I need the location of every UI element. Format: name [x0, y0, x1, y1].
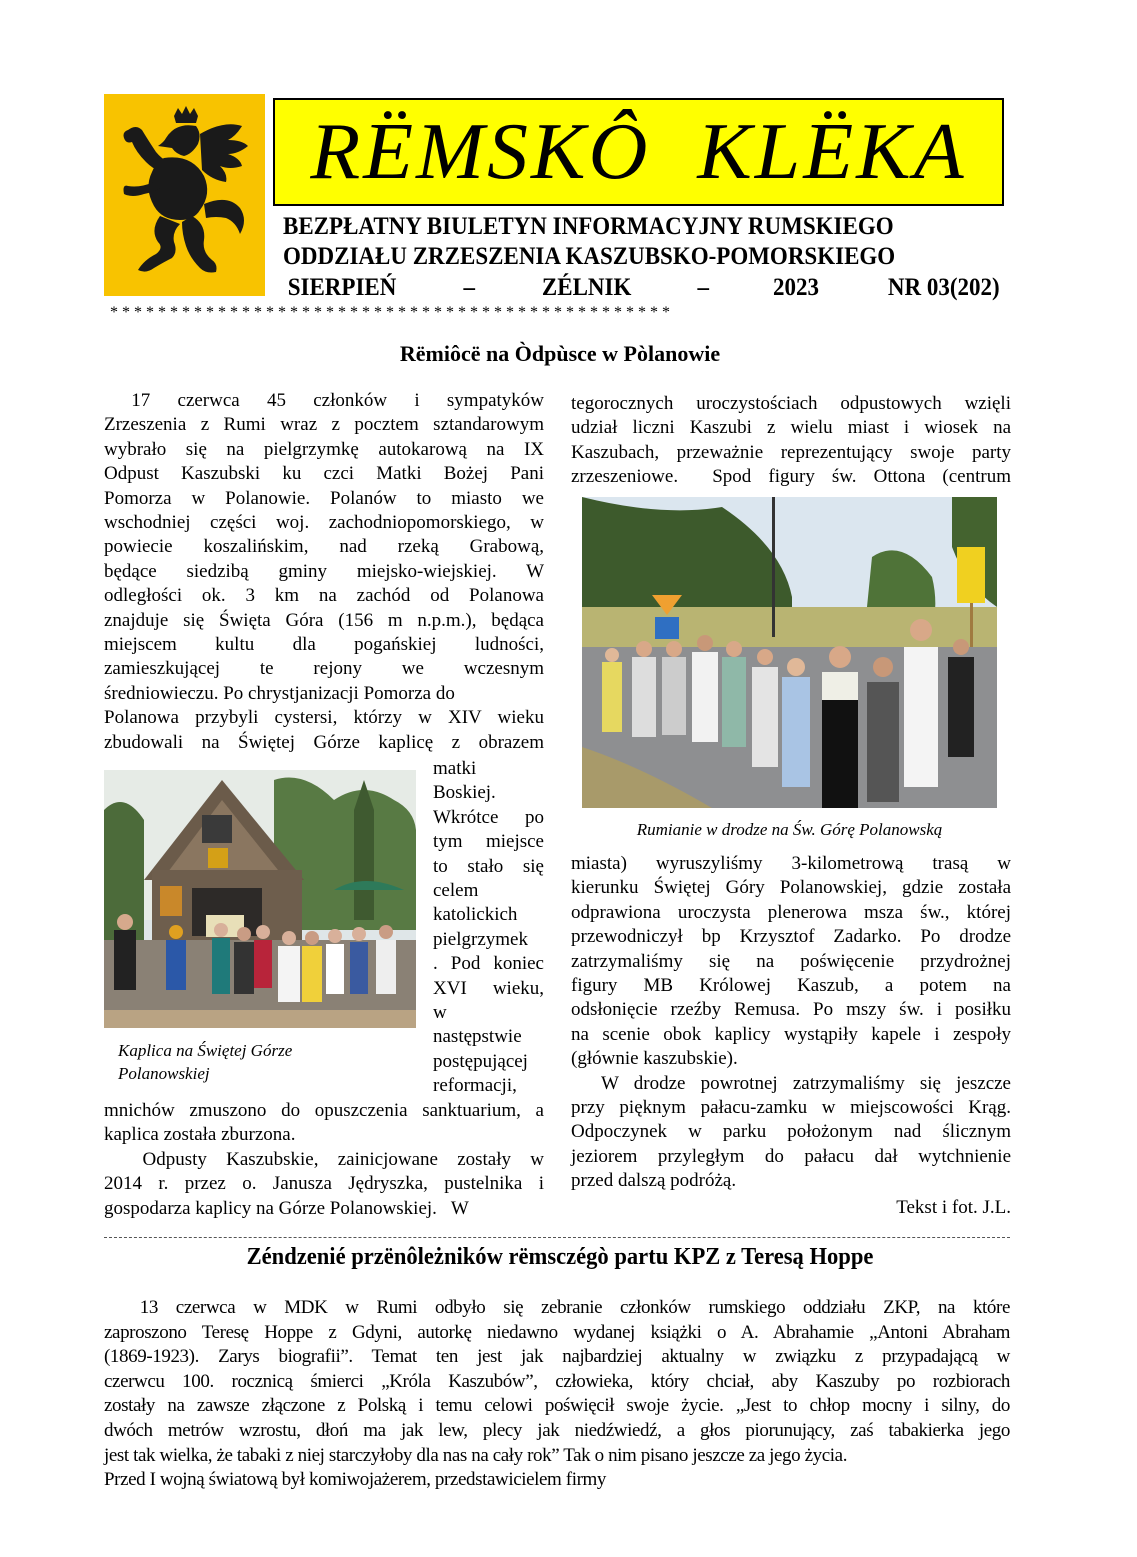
text-line: zostały na zawsze złączone z Polską i temu celowi poświęcił swoje życie. „Jest to chłop mocny i silny, do — [104, 1395, 1010, 1417]
text-line: powiecie koszalińskim, nad rzeką Grabową, — [104, 536, 544, 558]
text-line: kaplica została zburzona. — [104, 1124, 296, 1146]
text-line: (1869-1923). Zarys biografii”. Temat ten jest jak najbardziej aktualny w związku z przypadającą w — [104, 1346, 1010, 1368]
text-line: będące siedzibą gminy miejsko-wiejskiej. W — [104, 560, 544, 582]
photo-chapel — [104, 770, 416, 1028]
text-line: miejscem kultu dla pogańskiej ludności, — [104, 634, 544, 655]
text-line: matki — [433, 758, 477, 779]
text-line: znajduje się Święta Góra (156 m n.p.m.), będąca — [104, 609, 544, 631]
griffin-emblem-svg — [104, 94, 265, 296]
text-line: Kaszubach, przeważnie reprezentujący swoje party — [571, 441, 1011, 463]
text-line: to stało się — [433, 855, 544, 877]
text-line: Odpoczynek w parku położonym nad ślicznym — [571, 1121, 1011, 1143]
text-line: jeziorem przyległym do pałacu dał wytchnienie — [571, 1145, 1011, 1167]
text-line: tegorocznych uroczystościach odpustowych wzięli — [571, 393, 1011, 414]
text-line: figury MB Królowej Kaszub, a potem na — [571, 975, 1011, 996]
issue-number: NR 03(202) — [888, 274, 1001, 301]
text-line: odległości ok. 3 km na zachód od Polanowa — [104, 585, 544, 607]
issue-info — [283, 273, 1005, 303]
text-line: przed dalszą podróżą. — [571, 1170, 737, 1192]
text-line: odprawiona uroczysta plenerowa msza św., której — [571, 901, 1011, 923]
text-line: zaproszono Teresę Hoppe z Gdyni, autorkę niedawno wydanej książki o A. Abrahamie „Antoni Abraham — [104, 1321, 1010, 1343]
text-line: tym miejsce — [433, 831, 544, 853]
text-line: w — [433, 1002, 447, 1023]
text-line: Polanowa przybyli cystersi, którzy w XIV wieku — [104, 707, 544, 729]
text-line: postępującej — [433, 1050, 528, 1072]
text-line: udział liczni Kaszubi z wielu miast i wiosek na — [571, 417, 1011, 439]
text-line: Odpusty Kaszubskie, zainicjowane zostały w — [104, 1148, 544, 1170]
text-line: jest tak wielka, że tabaki z niej starczyłoby dla nas na cały rok” Tak o nim pisano jeszcze za jego życia. — [104, 1444, 848, 1466]
article1-signature: Tekst i fot. J.L. — [896, 1197, 1011, 1218]
text-line: przewodniczył bp Krzysztof Zadarko. Po drodze — [571, 926, 1011, 948]
issue-separator: – — [463, 274, 476, 301]
text-line: Pomorza w Polanowie. Polanów to miasto we — [104, 487, 544, 509]
text-line: mnichów zmuszono do opuszczenia sanktuarium, a — [104, 1100, 544, 1121]
text-line: na scenie obok kaplicy wystąpiły kapele i zespoły — [571, 1023, 1011, 1045]
text-line: 13 czerwca w MDK w Rumi odbyło się zebranie członków rumskiego oddziału ZKP, na które — [104, 1297, 1010, 1318]
text-line: zbudowali na Świętej Górze kaplicę z obrazem — [104, 731, 544, 753]
text-line: średniowieczu. Po chrystjanizacji Pomorza do — [104, 682, 455, 704]
text-line: 17 czerwca 45 członków i sympatyków — [104, 390, 544, 411]
text-line: kierunku Świętej Góry Polanowskiej, gdzie została — [571, 877, 1011, 899]
text-line: 2014 r. przez o. Janusza Jędryszka, pustelnika i — [104, 1173, 544, 1195]
caption-line: Polanowskiej — [118, 1064, 210, 1083]
caption-line: Kaplica na Świętej Górze — [118, 1041, 293, 1060]
masthead-subtitle-line1: BEZPŁATNY BIULETYN INFORMACYJNY RUMSKIEGO — [283, 213, 894, 240]
issue-month-polish: SIERPIEŃ — [287, 274, 397, 301]
masthead-subtitle-line2: ODDZIAŁU ZRZESZENIA KASZUBSKO-POMORSKIEGO — [283, 243, 896, 270]
text-line: przy pięknym pałacu-zamku w miejscowości Krąg. — [571, 1097, 1011, 1118]
text-line: Boskiej. — [433, 782, 496, 804]
text-line: odsłonięcie rzeźby Remusa. Po mszy św. i posiłku — [571, 999, 1011, 1021]
article1-title: Rëmiôcë na Òdpùsce w Pòlanowie — [399, 341, 721, 366]
text-line: katolickich — [433, 904, 518, 926]
procession-photo-illustration — [582, 497, 997, 808]
text-line: Przed I wojną światową był komiwojażerem, przedstawicielem firmy — [104, 1469, 607, 1491]
chapel-photo-illustration — [104, 770, 416, 1028]
text-line: zatrzymaliśmy się na poświęcenie przydrożnej — [571, 950, 1011, 972]
text-line: Wkrótce po — [433, 806, 544, 828]
text-line: następstwie — [433, 1026, 522, 1048]
text-line: W drodze powrotnej zatrzymaliśmy się jeszcze — [571, 1072, 1011, 1094]
text-line: XVI wieku, — [433, 977, 544, 999]
issue-month-kashubian: ZÉLNIK — [541, 274, 631, 301]
text-line: . Pod koniec — [433, 953, 544, 975]
photo-procession — [582, 497, 997, 808]
text-line: pielgrzymek — [433, 928, 528, 950]
article2-title: Zéndzenié przënôleżników rëmsczégò partu KPZ z Teresą Hoppe — [246, 1244, 874, 1270]
text-line: (głównie kaszubskie). — [571, 1048, 738, 1070]
text-line: zrzeszeniowe. Spod figury św. Ottona (centrum — [571, 466, 1011, 488]
issue-separator: – — [697, 274, 709, 301]
photo-procession-caption: Rumianie w drodze na Św. Górę Polanowską — [636, 820, 943, 839]
star-divider: * * * * * * * * * * * * * * * * * * * * * * * * * * * * * * * * * * * * * * * * * * * * * * * — [110, 304, 670, 321]
issue-year: 2023 — [773, 274, 820, 301]
text-line: dwóch metrów wzrostu, dłoń ma jak lew, plecy jak niedźwiedź, a głos piorunujący, zaś tabakierka jego — [104, 1420, 1010, 1441]
text-line: wschodniej części woj. zachodniopomorskiego, w — [104, 512, 544, 533]
section-divider — [104, 1237, 1010, 1238]
griffin-emblem-icon — [104, 94, 265, 296]
text-line: Zrzeszenia z Rumi wraz z pocztem sztandarowym — [104, 414, 544, 436]
masthead-title: RËMSKÔ KLËKA — [310, 108, 967, 196]
masthead-title-box — [273, 98, 1004, 206]
text-line: czerwcu 100. rocznicą śmierci „Króla Kaszubów”, człowieka, który chciał, aby Kaszuby po rozbiorach — [104, 1370, 1010, 1392]
text-line: miasta) wyruszyliśmy 3-kilometrową trasą w — [571, 853, 1011, 874]
text-line: zamieszkującej te rejony we wczesnym — [104, 658, 544, 680]
text-line: reformacji, — [433, 1075, 517, 1097]
text-line: celem — [433, 880, 479, 901]
text-line: Odpust Kaszubski ku czci Matki Bożej Pani — [104, 463, 544, 485]
text-line: gospodarza kaplicy na Górze Polanowskiej. W — [104, 1197, 469, 1219]
photo-chapel-caption — [118, 1039, 418, 1085]
text-line: wybrało się na pielgrzymkę autokarową na IX — [104, 438, 544, 460]
